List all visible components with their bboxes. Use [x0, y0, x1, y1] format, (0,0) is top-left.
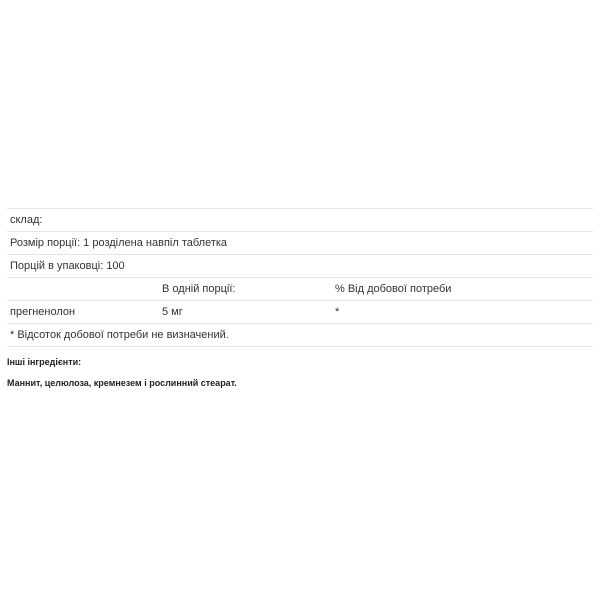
ingredient-dv: * — [335, 306, 340, 318]
supplement-facts-table — [7, 208, 593, 347]
ingredient-name: прегненолон — [10, 306, 76, 318]
other-ingredients: Маннит, целюлоза, кремнезем і рослинний стеарат. — [7, 378, 237, 388]
serving-size: Розмір порції: 1 розділена навпіл таблетка — [10, 237, 228, 249]
composition-row — [7, 209, 593, 232]
servings-per-container-row — [7, 255, 593, 278]
table-header-row — [7, 278, 593, 301]
ingredient-amount: 5 мг — [162, 306, 183, 318]
servings-per-container: Порцій в упаковці: 100 — [10, 260, 125, 272]
daily-value-header: % Від добової потреби — [335, 283, 452, 295]
composition-label: склад: — [10, 214, 43, 226]
footnote-row — [7, 324, 593, 347]
footnote: * Відсоток добової потреби не визначений. — [10, 329, 229, 341]
table-row — [7, 301, 593, 324]
per-serving-header: В одній порції: — [162, 283, 236, 295]
other-ingredients-label: Інші інгредієнти: — [7, 357, 82, 367]
serving-size-row — [7, 232, 593, 255]
